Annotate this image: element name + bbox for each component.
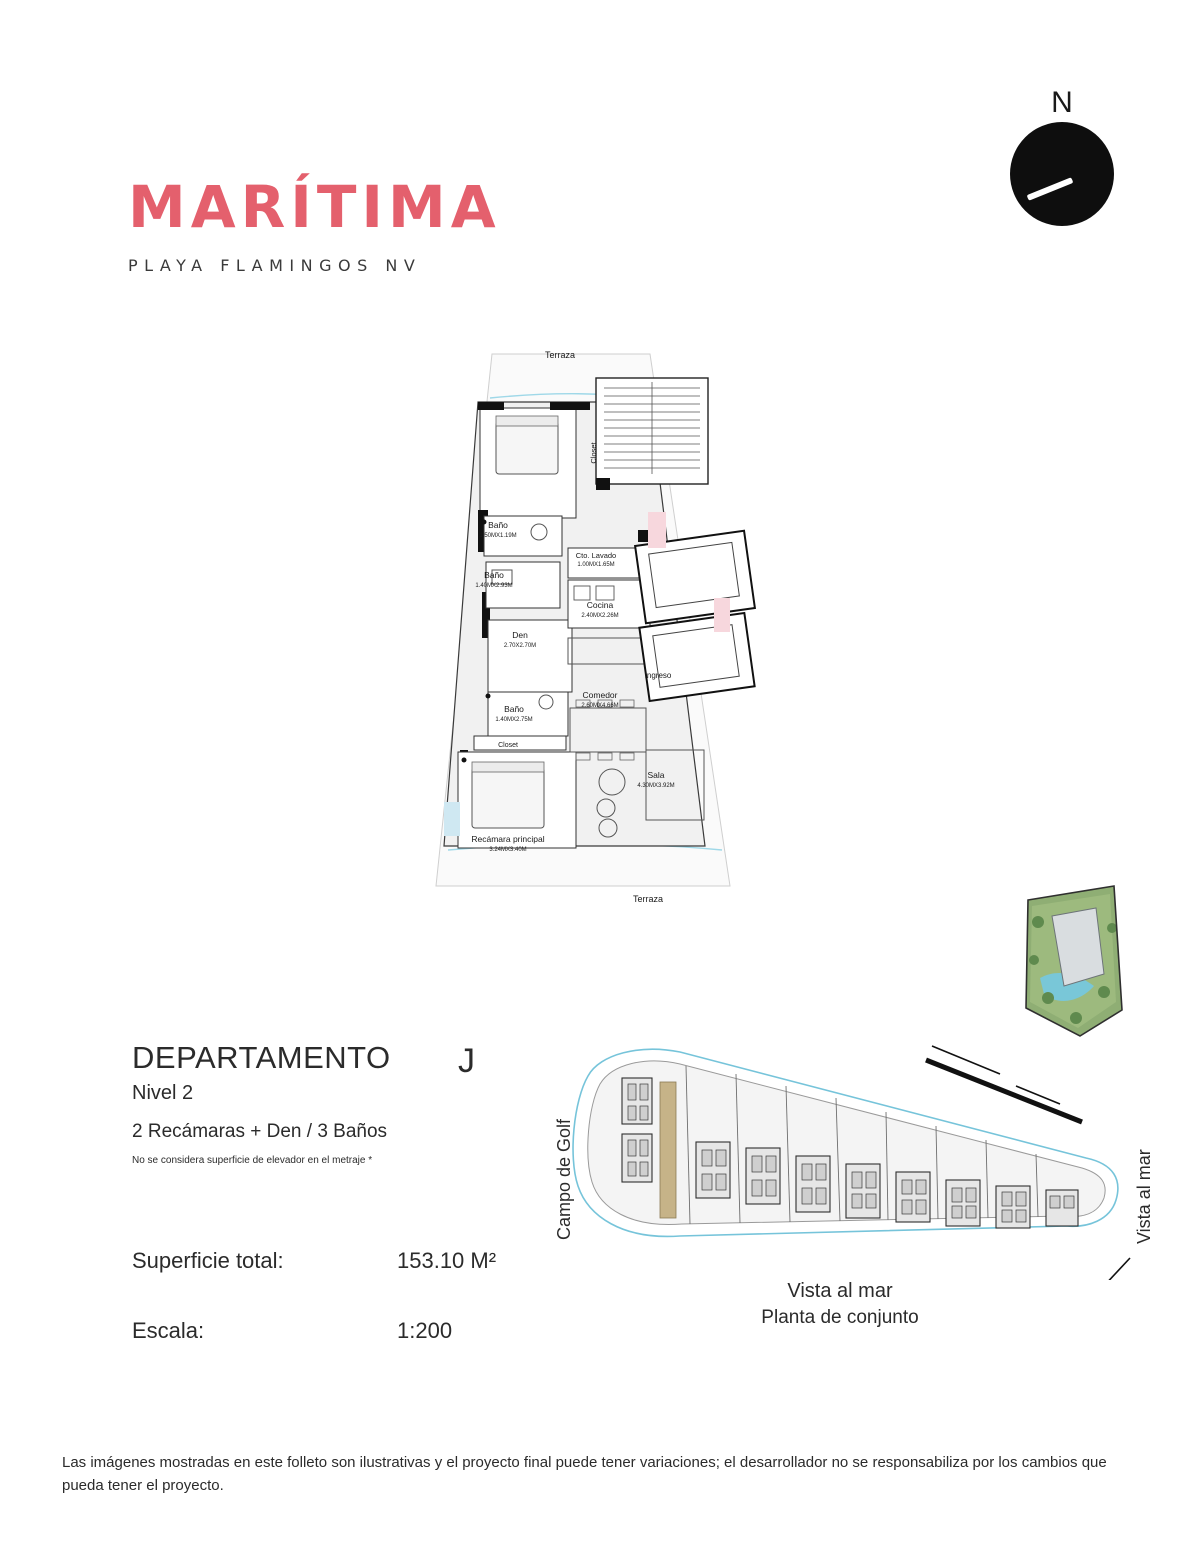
site-caption [530,1280,1150,1329]
glass-accent [648,512,666,548]
marker-dot [462,758,467,763]
room-label-sala: Sala [647,770,665,780]
brand-subtitle: PLAYA FLAMINGOS NV [128,256,422,275]
furniture-headboard-1 [496,416,558,426]
glass-accent [714,598,730,632]
compass-disc-icon [1010,122,1114,226]
room-dims-bano-1: 1.50MX1.19M [479,533,517,539]
compass-needle-icon [1027,177,1074,201]
room-label-cocina: Cocina [586,600,614,610]
room-dims-master: 3.24MX3.40M [489,847,527,853]
room-label-den: Den [512,630,528,640]
room-closet-2 [474,736,566,750]
room-label-comedor: Comedor [582,690,618,700]
furniture-bed-master [472,768,544,828]
room-dims-comedor: 2.60MX4.66M [581,703,619,709]
north-letter: N [1051,86,1073,119]
site-plan-drawing [530,1030,1150,1280]
footer-disclaimer: Las imágenes mostradas en este folleto son ilustrativas y el proyecto final puede tener variaciones; el desarrollador no se responsabiliza por los cambios que pueda tener el proyecto. [62,1454,1107,1494]
aerial-site-thumbnail [1018,882,1128,1040]
marker-dot [482,520,487,525]
floor-plan [400,330,820,930]
room-dims-bano-2: 1.40MX2.93M [475,583,513,589]
glass-accent [444,802,460,836]
site-amenity-strip [660,1082,676,1218]
unit-note: No se considera superficie de elevador en el metraje * [132,1155,373,1166]
furniture-bed-1 [496,422,558,474]
north-indicator [1002,88,1122,238]
site-caption-line1: Vista al mar [787,1280,893,1302]
room-label-closet-2: Closet [498,742,518,749]
marker-dot [486,694,491,699]
metrics-block [132,1248,512,1388]
room-bath-3 [488,692,568,736]
room-den [488,620,572,692]
room-label-bano-3: Baño [504,704,524,714]
site-caption-line2: Planta de conjunto [761,1307,919,1328]
site-plan [530,1030,1154,1350]
wall-segment [596,478,610,490]
metric-label-scale: Escala: [132,1318,205,1343]
stair-treads [604,382,700,474]
room-label-ingreso: Ingreso [644,671,672,680]
unit-level: Nivel 2 [132,1082,194,1104]
metric-row [132,1248,512,1274]
room-dims-sala: 4.30MX3.92M [637,783,675,789]
metric-row [132,1318,512,1344]
site-label-sea: Vista al mar [1134,1149,1154,1244]
room-label-closet-1: Closet [589,442,598,464]
room-label-bano-2: Baño [484,570,504,580]
room-dims-lavado: 1.00MX1.65M [577,562,615,568]
wall-segment [478,402,504,410]
core-entry-hall [639,613,754,701]
room-label-master: Recámara principal [471,834,545,844]
site-label-golf: Campo de Golf [554,1118,574,1240]
brand-block [128,173,548,275]
metric-label-surface: Superficie total: [132,1248,284,1273]
room-dims-bano-3: 1.40MX2.75M [495,717,533,723]
metric-value-scale: 1:200 [397,1318,453,1343]
metric-value-surface: 153.10 M² [397,1248,497,1273]
unit-info-block [132,1040,552,1166]
brand-title: MARÍTIMA [128,173,501,241]
unit-letter: J [458,1042,475,1080]
room-label-bano-1: Baño [488,520,508,530]
room-label-terraza-top: Terraza [544,350,576,360]
wall-segment [550,402,590,410]
room-dims-cocina: 2.40MX2.26M [581,613,619,619]
furniture-headboard-master [472,762,544,772]
page-title: DEPARTAMENTO [132,1040,391,1075]
unit-rooms: 2 Recámaras + Den / 3 Baños [132,1121,388,1142]
room-label-terraza-bottom: Terraza [632,894,664,904]
room-dims-den: 2.70X2.70M [503,643,537,649]
room-label-lavado: Cto. Lavado [575,551,617,560]
